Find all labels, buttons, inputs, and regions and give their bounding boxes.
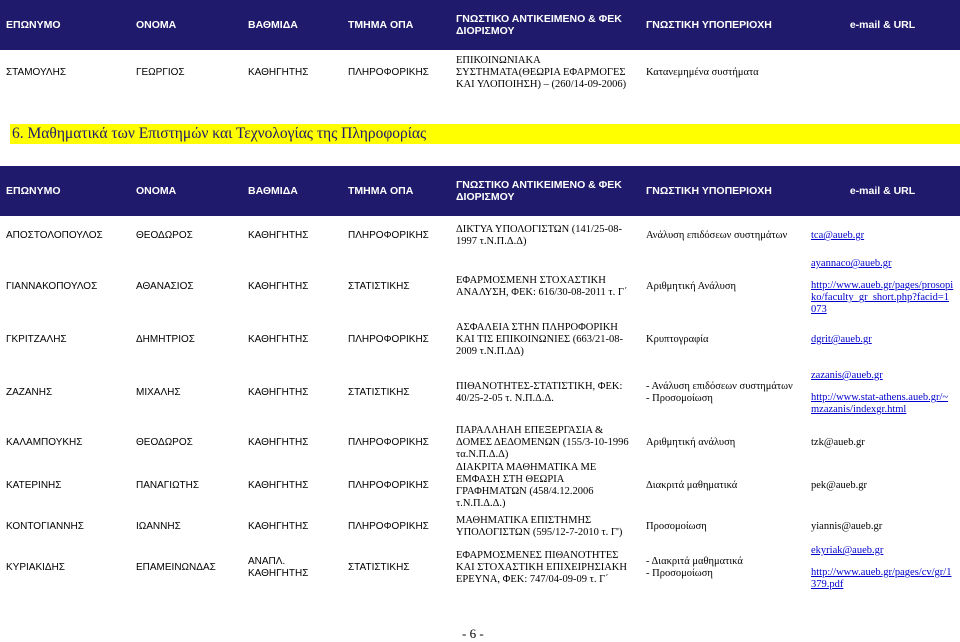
- surname-cell: ΓΙΑΝΝΑΚΟΠΟΥΛΟΣ: [6, 281, 98, 292]
- faculty-table: [0, 166, 960, 592]
- header-contact: e-mail & URL: [805, 166, 960, 216]
- email-link[interactable]: ekyriak@aueb.gr: [811, 545, 884, 556]
- surname-cell: ΑΠΟΣΤΟΛΟΠΟΥΛΟΣ: [6, 230, 103, 241]
- header-cell: ΓΝΩΣΤΙΚΟ ΑΝΤΙΚΕΙΜΕΝΟ & ΦΕΚ ΔΙΟΡΙΣΜΟΥ: [450, 0, 640, 50]
- surname-cell: ΚΑΛΑΜΠΟΥΚΗΣ: [6, 437, 83, 448]
- table-row: [0, 510, 960, 544]
- contact-cell: [805, 256, 960, 318]
- header-row: [0, 166, 960, 216]
- table-row: [0, 362, 960, 424]
- contact-cell: [805, 362, 960, 424]
- name-cell: ΙΩΑΝΝΗΣ: [136, 521, 181, 532]
- subject-cell: ΕΦΑΡΜΟΣΜΕΝΕΣ ΠΙΘΑΝΟΤΗΤΕΣ ΚΑΙ ΣΤΟΧΑΣΤΙΚΗ ΕΠΙΧΕΙΡΗΣΙΑΚΗ ΕΡΕΥΝΑ, ΦΕΚ: 747/04-09-09 τ. Γ΄: [456, 550, 627, 585]
- table-row: [0, 544, 960, 592]
- table-row: [0, 256, 960, 318]
- name-cell: ΕΠΑΜΕΙΝΩΝΔΑΣ: [136, 562, 216, 573]
- subarea-cell: Κρυπτογραφία: [646, 334, 709, 345]
- header-cell: ΟΝΟΜΑ: [130, 0, 242, 50]
- subject-cell: ΔΙΑΚΡΙΤΑ ΜΑΘΗΜΑΤΙΚΑ ΜΕ ΕΜΦΑΣΗ ΣΤΗ ΘΕΩΡΙΑ ΓΡΑΦΗΜΑΤΩΝ (458/4.12.2006 τ.Ν.Π.Δ.Δ.): [456, 462, 597, 509]
- name-cell: ΘΕΟΔΩΡΟΣ: [136, 230, 193, 241]
- header-surname: ΕΠΩΝΥΜΟ: [0, 166, 130, 216]
- subarea-cell: Ανάλυση επιδόσεων συστημάτων: [646, 230, 788, 241]
- subarea-cell: Προσομοίωση: [646, 521, 707, 532]
- subject-cell: ΜΑΘΗΜΑΤΙΚΑ ΕΠΙΣΤΗΜΗΣ ΥΠΟΛΟΓΙΣΤΩΝ (595/12-7-2010 τ. Γ'): [456, 515, 623, 538]
- subject-cell: ΑΣΦΑΛΕΙΑ ΣΤΗΝ ΠΛΗΡΟΦΟΡΙΚΗ ΚΑΙ ΤΙΣ ΕΠΙΚΟΙΝΩΝΙΕΣ (663/21-08-2009 τ.Ν.Π.ΔΔ): [456, 322, 623, 357]
- header-cell: ΓΝΩΣΤΙΚΗ ΥΠΟΠΕΡΙΟΧΗ: [640, 0, 805, 50]
- surname-cell: ΓΚΡΙΤΖΑΛΗΣ: [6, 334, 67, 345]
- email-link[interactable]: tzk@aueb.gr: [811, 437, 865, 448]
- subarea-cell: - Διακριτά μαθηματικά - Προσομοίωση: [646, 556, 743, 579]
- table-row: [0, 318, 960, 362]
- name-cell: ΑΘΑΝΑΣΙΟΣ: [136, 281, 194, 292]
- email-link[interactable]: zazanis@aueb.gr: [811, 370, 883, 381]
- top-table: [0, 0, 960, 96]
- page-number: - 6 -: [462, 626, 484, 641]
- rank-cell: ΚΑΘΗΓΗΤΗΣ: [248, 521, 309, 532]
- header-subarea: ΓΝΩΣΤΙΚΗ ΥΠΟΠΕΡΙΟΧΗ: [640, 166, 805, 216]
- table-row: [0, 216, 960, 256]
- header-cell: e-mail & URL: [805, 0, 960, 50]
- rows-body: [0, 216, 960, 592]
- subarea-cell: Κατανεμημένα συστήματα: [646, 67, 759, 78]
- header-name: ΟΝΟΜΑ: [130, 166, 242, 216]
- subject-cell: ΕΠΙΚΟΙΝΩΝΙΑΚΑ ΣΥΣΤΗΜΑΤΑ(ΘΕΩΡΙΑ ΕΦΑΡΜΟΓΕΣ ΚΑΙ ΥΛΟΠΟΙΗΣΗ) – (260/14-09-2006): [456, 55, 627, 90]
- email-link[interactable]: yiannis@aueb.gr: [811, 521, 883, 532]
- email-link[interactable]: ayannaco@aueb.gr: [811, 258, 892, 269]
- dept-cell: ΣΤΑΤΙΣΤΙΚΗΣ: [348, 562, 410, 573]
- table-row: [0, 462, 960, 510]
- dept-cell: ΠΛΗΡΟΦΟΡΙΚΗΣ: [348, 230, 429, 241]
- surname-cell: ΚΑΤΕΡΙΝΗΣ: [6, 480, 62, 491]
- contact-cell: [805, 318, 960, 362]
- dept-cell: ΠΛΗΡΟΦΟΡΙΚΗΣ: [348, 67, 429, 78]
- contact-cell: [805, 50, 960, 96]
- email-link[interactable]: tca@aueb.gr: [811, 230, 865, 241]
- subject-cell: ΠΙΘΑΝΟΤΗΤΕΣ-ΣΤΑΤΙΣΤΙΚΗ, ΦΕΚ: 40/25-2-05 τ. Ν.Π.Δ.Δ.: [456, 381, 623, 404]
- subarea-cell: Αριθμητική Ανάλυση: [646, 281, 736, 292]
- subject-cell: ΕΦΑΡΜΟΣΜΕΝΗ ΣΤΟΧΑΣΤΙΚΗ ΑΝΑΛΥΣΗ, ΦΕΚ: 616/30-08-2011 τ. Γ΄: [456, 275, 628, 298]
- dept-cell: ΠΛΗΡΟΦΟΡΙΚΗΣ: [348, 437, 429, 448]
- dept-cell: ΠΛΗΡΟΦΟΡΙΚΗΣ: [348, 480, 429, 491]
- name-cell: ΠΑΝΑΓΙΩΤΗΣ: [136, 480, 200, 491]
- surname-cell: ΣΤΑΜΟΥΛΗΣ: [6, 67, 67, 78]
- rank-cell: ΚΑΘΗΓΗΤΗΣ: [248, 480, 309, 491]
- rank-cell: ΚΑΘΗΓΗΤΗΣ: [248, 281, 309, 292]
- dept-cell: ΣΤΑΤΙΣΤΙΚΗΣ: [348, 281, 410, 292]
- name-cell: ΓΕΩΡΓΙΟΣ: [136, 67, 185, 78]
- url-link[interactable]: http://www.stat-athens.aueb.gr/~mzazanis/indexgr.html: [811, 392, 949, 415]
- contact-cell: [805, 462, 960, 510]
- rank-cell: ΚΑΘΗΓΗΤΗΣ: [248, 230, 309, 241]
- surname-cell: ΚΟΝΤΟΓΙΑΝΝΗΣ: [6, 521, 84, 532]
- header-cell: ΤΜΗΜΑ ΟΠΑ: [342, 0, 450, 50]
- rank-cell: ΚΑΘΗΓΗΤΗΣ: [248, 387, 309, 398]
- subarea-cell: Αριθμητική ανάλυση: [646, 437, 736, 448]
- subject-cell: ΠΑΡΑΛΛΗΛΗ ΕΠΕΞΕΡΓΑΣΙΑ & ΔΟΜΕΣ ΔΕΔΟΜΕΝΩΝ (155/3-10-1996 τα.Ν.Π.Δ.Δ): [456, 425, 629, 460]
- contact-cell: [805, 424, 960, 462]
- rank-cell: ΑΝΑΠΛ. ΚΑΘΗΓΗΤΗΣ: [248, 556, 309, 579]
- header-cell: ΕΠΩΝΥΜΟ: [0, 0, 130, 50]
- url-link[interactable]: http://www.aueb.gr/pages/prosopiko/faculty_gr_short.php?facid=1073: [811, 280, 954, 315]
- header-dept: ΤΜΗΜΑ ΟΠΑ: [342, 166, 450, 216]
- contact-cell: [805, 544, 960, 592]
- dept-cell: ΣΤΑΤΙΣΤΙΚΗΣ: [348, 387, 410, 398]
- header-rank: ΒΑΘΜΙΔΑ: [242, 166, 342, 216]
- contact-cell: [805, 510, 960, 544]
- rank-cell: ΚΑΘΗΓΗΤΗΣ: [248, 334, 309, 345]
- name-cell: ΘΕΟΔΩΡΟΣ: [136, 437, 193, 448]
- contact-cell: [805, 216, 960, 256]
- name-cell: ΔΗΜΗΤΡΙΟΣ: [136, 334, 195, 345]
- dept-cell: ΠΛΗΡΟΦΟΡΙΚΗΣ: [348, 334, 429, 345]
- rank-cell: ΚΑΘΗΓΗΤΗΣ: [248, 437, 309, 448]
- email-link[interactable]: pek@aueb.gr: [811, 480, 868, 491]
- top-header-row: [0, 0, 960, 50]
- header-subject: ΓΝΩΣΤΙΚΟ ΑΝΤΙΚΕΙΜΕΝΟ & ΦΕΚ ΔΙΟΡΙΣΜΟΥ: [450, 166, 640, 216]
- surname-cell: ΖΑΖΑΝΗΣ: [6, 387, 53, 398]
- subarea-cell: - Ανάλυση επιδόσεων συστημάτων - Προσομοίωση: [646, 381, 793, 404]
- email-link[interactable]: dgrit@aueb.gr: [811, 334, 872, 345]
- surname-cell: ΚΥΡΙΑΚΙΔΗΣ: [6, 562, 65, 573]
- dept-cell: ΠΛΗΡΟΦΟΡΙΚΗΣ: [348, 521, 429, 532]
- rank-cell: ΚΑΘΗΓΗΤΗΣ: [248, 67, 309, 78]
- table-row: [0, 424, 960, 462]
- subject-cell: ΔΙΚΤΥΑ ΥΠΟΛΟΓΙΣΤΩΝ (141/25-08-1997 τ.Ν.Π.Δ.Δ): [456, 224, 622, 247]
- header-cell: ΒΑΘΜΙΔΑ: [242, 0, 342, 50]
- name-cell: ΜΙΧΑΛΗΣ: [136, 387, 181, 398]
- table-row: [0, 50, 960, 96]
- url-link[interactable]: http://www.aueb.gr/pages/cv/gr/1379.pdf: [811, 567, 952, 590]
- subarea-cell: Διακριτά μαθηματικά: [646, 480, 738, 491]
- section-title: 6. Μαθηματικά των Επιστημών και Τεχνολογίας της Πληροφορίας: [10, 124, 960, 144]
